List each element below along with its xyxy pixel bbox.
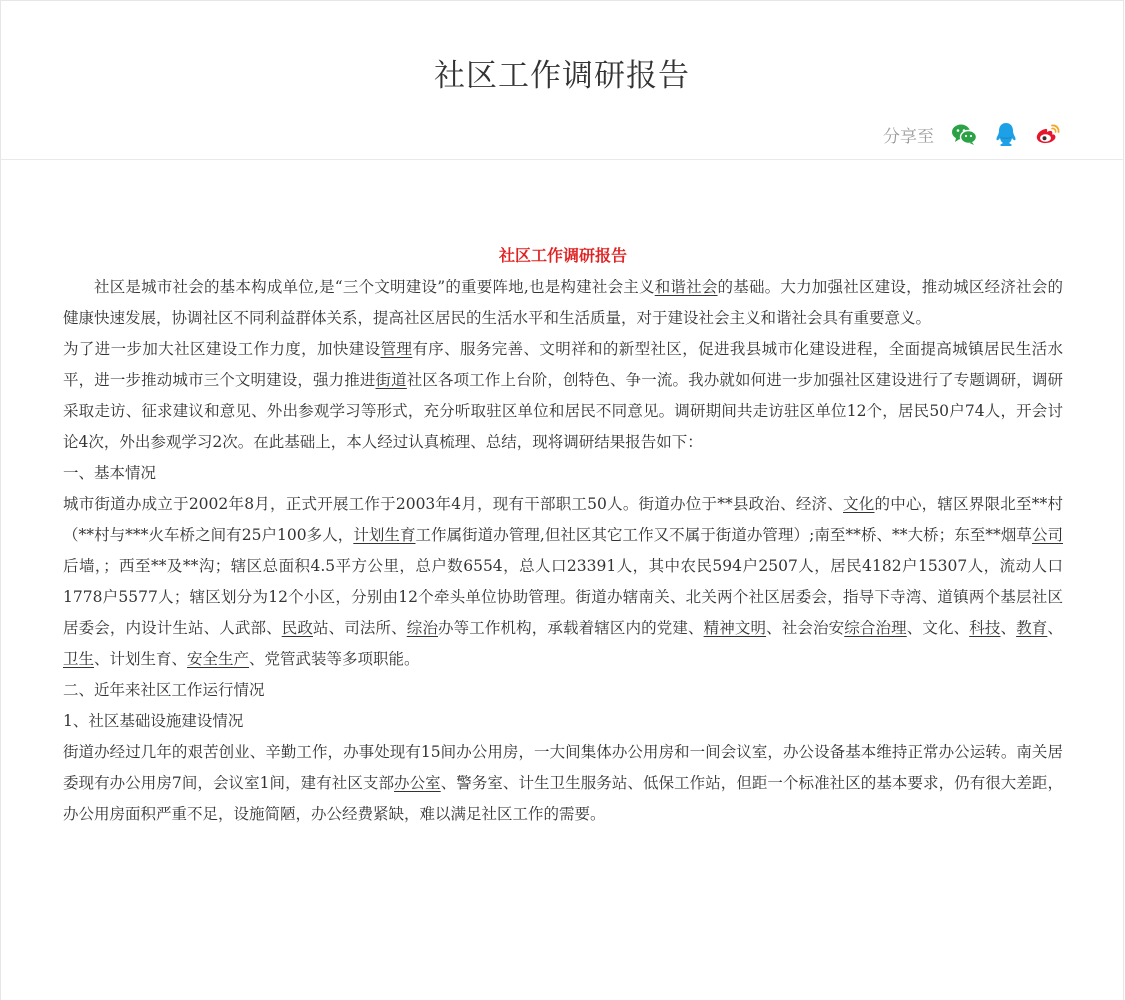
keyword-link[interactable]: 管理 <box>380 340 413 358</box>
article-header <box>0 0 1124 160</box>
paragraph: 城市街道办成立于2002年8月，正式开展工作于2003年4月，现有干部职工50人。街道办位于**县政治、经济、文化的中心，辖区界限北至**村（**村与***火车桥之间有25户100多人，计划生育工作属街道办管理,但社区其它工作又不属于街道办管理）;南至**桥、**大桥；东至**烟草公司后墙，；西至**及**沟；辖区总面积4.5平方公里，总户数6554，总人口23391人，其中农民594户2507人，居民4182户15307人，流动人口1778户5577人；辖区划分为12个小区，分别由12个牵头单位协助管理。街道办辖南关、北关两个社区居委会，指导下寺湾、道镇两个基层社区居委会，内设计生站、人武部、民政站、司法所、综治办等工作机构，承载着辖区内的党建、精神文明、社会治安综合治理、文化、科技、教育、卫生、计划生育、安全生产、党管武装等多项职能。 <box>63 495 1063 668</box>
share-bar <box>883 120 1062 148</box>
keyword-link[interactable]: 计划生育 <box>353 526 416 544</box>
keyword-link[interactable]: 科技 <box>969 619 1001 637</box>
wechat-icon[interactable] <box>950 120 978 148</box>
keyword-link[interactable]: 和谐社会 <box>654 278 718 296</box>
keyword-link[interactable]: 安全生产 <box>187 650 250 668</box>
keyword-link[interactable]: 教育 <box>1016 619 1048 637</box>
paragraph: 一、基本情况 <box>63 464 157 482</box>
article-body <box>63 240 1063 830</box>
weibo-icon[interactable] <box>1034 120 1062 148</box>
keyword-link[interactable]: 文化 <box>843 495 875 513</box>
paragraph: 社区是城市社会的基本构成单位,是“三个文明建设”的重要阵地,也是构建社会主义和谐社会的基础。大力加强社区建设，推动城区经济社会的健康快速发展，协调社区不同利益群体关系，提高社区居民的生活水平和生活质量，对于建设社会主义和谐社会具有重要意义。 <box>63 278 1063 327</box>
keyword-link[interactable]: 民政 <box>281 619 313 637</box>
paragraph: 为了进一步加大社区建设工作力度，加快建设管理有序、服务完善、文明祥和的新型社区，促进我县城市化建设进程，全面提高城镇居民生活水平，进一步推动城市三个文明建设，强力推进街道社区各项工作上台阶，创特色、争一流。我办就如何进一步加强社区建设进行了专题调研，调研采取走访、征求建议和意见、外出参观学习等形式，充分听取驻区单位和居民不同意见。调研期间共走访驻区单位12个，居民50户74人，开会讨论4次，外出参观学习2次。在此基础上，本人经过认真梳理、总结，现将调研结果报告如下： <box>63 340 1063 451</box>
page-title: 社区工作调研报告 <box>434 58 690 94</box>
paragraph: 1、社区基础设施建设情况 <box>63 712 244 730</box>
keyword-link[interactable]: 卫生 <box>63 650 95 668</box>
paragraph: 街道办经过几年的艰苦创业、辛勤工作，办事处现有15间办公用房，一大间集体办公用房和一间会议室，办公设备基本维持正常办公运转。南关居委现有办公用房7间，会议室1间，建有社区支部办公室、警务室、计生卫生服务站、低保工作站，但距一个标准社区的基本要求，仍有很大差距，办公用房面积严重不足，设施简陋，办公经费紧缺，难以满足社区工作的需要。 <box>63 743 1063 823</box>
qq-icon[interactable] <box>992 120 1020 148</box>
keyword-link[interactable]: 精神文明 <box>703 619 767 637</box>
paragraph-list <box>63 272 1063 830</box>
keyword-link[interactable]: 综治 <box>406 619 438 637</box>
keyword-link[interactable]: 办公室 <box>394 774 441 792</box>
share-label: 分享至 <box>883 126 934 147</box>
document-title: 社区工作调研报告 <box>498 246 627 265</box>
keyword-link[interactable]: 公司 <box>1031 526 1063 544</box>
keyword-link[interactable]: 街道 <box>375 371 407 389</box>
paragraph: 二、近年来社区工作运行情况 <box>63 681 265 699</box>
keyword-link[interactable]: 综合治理 <box>844 619 907 637</box>
